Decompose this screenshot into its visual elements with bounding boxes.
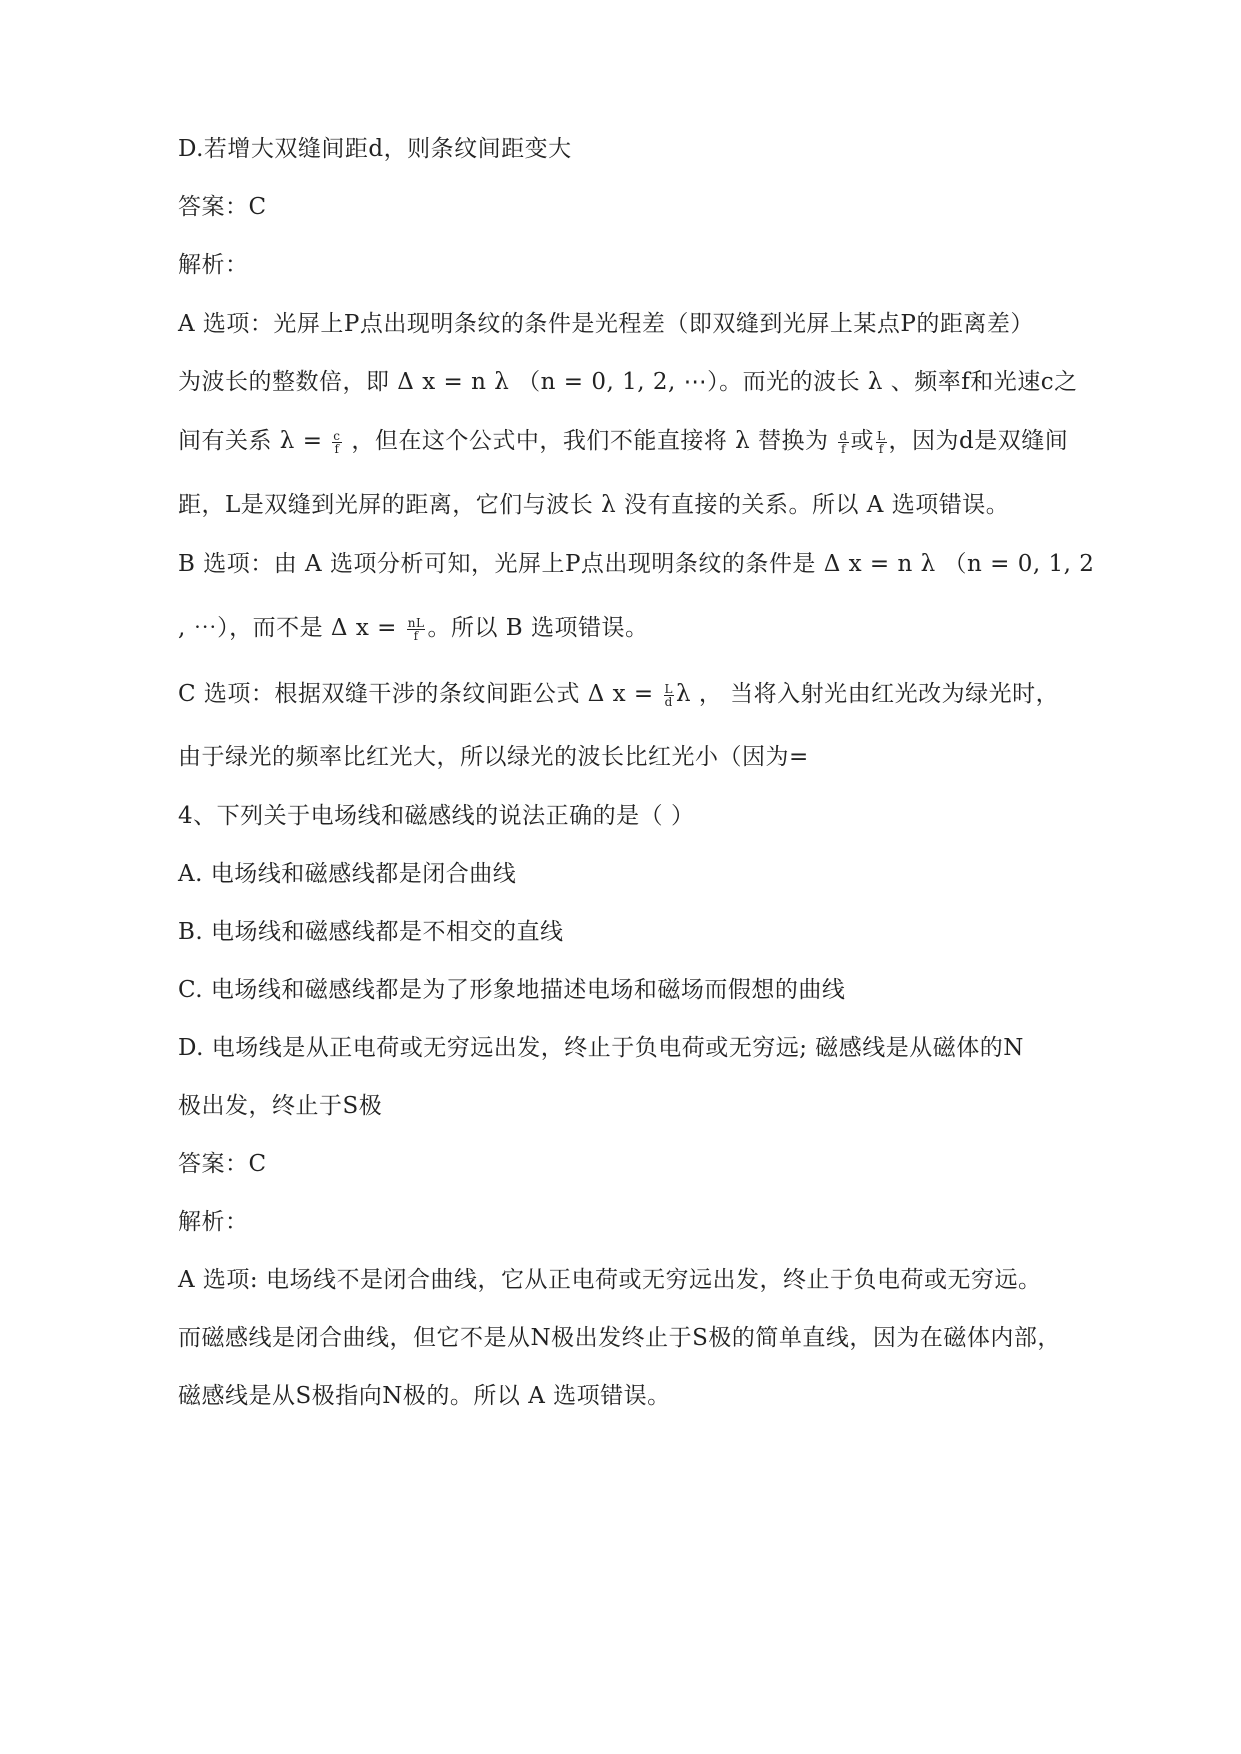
text-segment: λ ， 当将入射光由红光改为绿光时，: [675, 681, 1060, 707]
question-4-analysis-line: 而磁感线是闭合曲线，但它不是从N极出发终止于S极的简单直线，因为在磁体内部，: [178, 1325, 1061, 1351]
analysis-b-line: B 选项：由 A 选项分析可知，光屏上P点出现明条纹的条件是 Δ x = n λ （n = 0, 1, 2: [178, 551, 1095, 577]
text-segment: C 选项：根据双缝干涉的条纹间距公式 Δ x =: [178, 681, 654, 707]
fraction-denominator: f: [838, 442, 848, 455]
analysis-b-line-formula: [178, 613, 648, 643]
analysis-a-line: A 选项：光屏上P点出现明条纹的条件是光程差（即双缝到光屏上某点P的距离差）: [178, 311, 1034, 337]
question-4-analysis-line: 磁感线是从S极指向N极的。所以 A 选项错误。: [178, 1383, 671, 1409]
text-segment: 或: [850, 428, 875, 454]
analysis-c-line-formula: [178, 679, 1059, 709]
fraction-nl-over-f: [407, 617, 426, 642]
question-4-option-c: C. 电场线和磁感线都是为了形象地描述电场和磁场而假想的曲线: [178, 977, 846, 1003]
fraction-denominator: f: [876, 442, 886, 455]
text-segment: ，因为d是双缝间: [888, 428, 1069, 454]
fraction-numerator: nL: [407, 615, 425, 630]
analysis-c-line: 由于绿光的频率比红光大，所以绿光的波长比红光小（因为=: [178, 744, 809, 770]
fraction-numerator: d: [839, 428, 848, 443]
question-4-option-d: D. 电场线是从正电荷或无穷远出发，终止于负电荷或无穷远; 磁感线是从磁体的N: [178, 1035, 1024, 1061]
question-4-answer: 答案：C: [178, 1151, 267, 1177]
fraction-d-over-f: [838, 430, 848, 455]
fraction-numerator: c: [333, 428, 341, 443]
question-4-analysis-label: 解析：: [178, 1209, 249, 1235]
analysis-a-line: 距，L是双缝到光屏的距离，它们与波长 λ 没有直接的关系。所以 A 选项错误。: [178, 492, 1010, 518]
question-4-analysis-line: A 选项: 电场线不是闭合曲线，它从正电荷或无穷远出发，终止于负电荷或无穷远。: [178, 1267, 1042, 1293]
answer-label: 答案：C: [178, 194, 267, 220]
question-4-option-a: A. 电场线和磁感线都是闭合曲线: [178, 861, 517, 887]
text-segment: 间有关系 λ =: [178, 428, 323, 454]
fraction-l-over-f: [876, 430, 886, 455]
text-segment: ，但在这个公式中，我们不能直接将 λ 替换为: [351, 428, 829, 454]
fraction-denominator: f: [407, 629, 426, 642]
fraction-denominator: d: [664, 694, 673, 709]
text-segment: 。所以 B 选项错误。: [427, 615, 649, 641]
fraction-l-over-d: [664, 683, 674, 708]
question-4-stem: 4、下列关于电场线和磁感线的说法正确的是（ ）: [178, 803, 695, 829]
question-4-option-d-continued: 极出发，终止于S极: [178, 1093, 383, 1119]
analysis-a-line-formula: [178, 426, 1068, 456]
analysis-a-line: 为波长的整数倍，即 Δ x = n λ （n = 0, 1, 2, ⋯）。而光的波长 λ 、频率f和光速c之: [178, 369, 1078, 395]
option-d-text: D.若增大双缝间距d，则条纹间距变大: [178, 136, 572, 162]
fraction-numerator: L: [664, 681, 673, 696]
fraction-c-over-f: [332, 430, 341, 455]
question-4-option-b: B. 电场线和磁感线都是不相交的直线: [178, 919, 564, 945]
fraction-denominator: f: [332, 442, 341, 455]
fraction-numerator: L: [877, 428, 886, 443]
analysis-label: 解析：: [178, 252, 249, 278]
text-segment: , ⋯），而不是 Δ x =: [178, 615, 397, 641]
